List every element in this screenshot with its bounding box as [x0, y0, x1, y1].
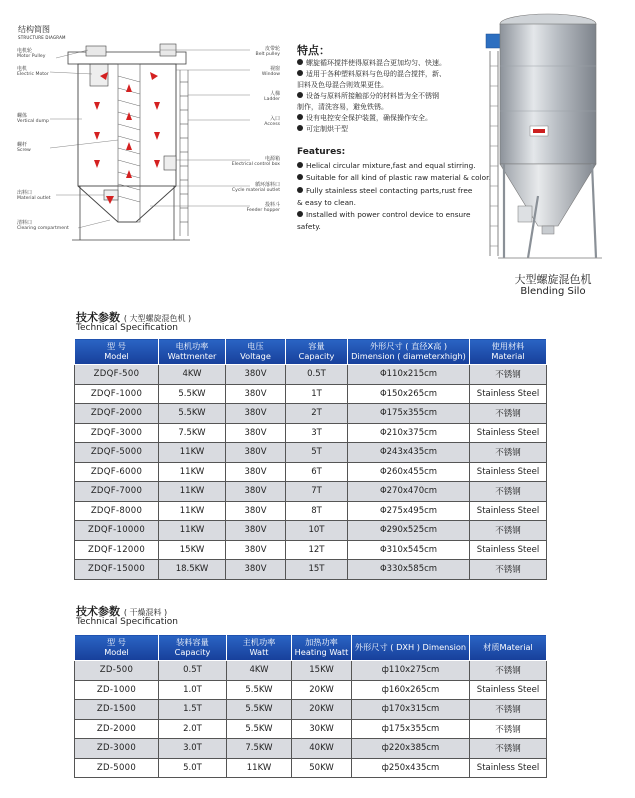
- table-cell: 5.5KW: [227, 700, 292, 720]
- table-cell: 5.5KW: [159, 404, 226, 424]
- table-cell: ZDQF-15000: [75, 560, 159, 580]
- label-screw: 螺杆 Screw: [17, 142, 31, 153]
- bullet-icon: [297, 125, 303, 131]
- table-cell: 15KW: [292, 661, 352, 681]
- table-cell: 11KW: [159, 443, 226, 463]
- table-cell: 10T: [286, 521, 348, 541]
- label-material-outlet: 出料口 Material outlet: [17, 190, 51, 201]
- bullet-icon: [297, 92, 303, 98]
- table-cell: 30KW: [292, 719, 352, 739]
- table-row: [75, 758, 547, 778]
- table-cell: ZDQF-7000: [75, 482, 159, 502]
- table-row: [75, 739, 547, 759]
- table-cell: 5T: [286, 443, 348, 463]
- table-cell: ф175x355cm: [352, 719, 470, 739]
- table-cell: Φ210x375cm: [348, 423, 470, 443]
- table-row: [75, 423, 547, 443]
- table-cell: ф250x435cm: [352, 758, 470, 778]
- table-cell: ZD-2000: [75, 719, 159, 739]
- table-cell: 380V: [226, 365, 286, 385]
- table-cell: ZD-3000: [75, 739, 159, 759]
- column-header: 使用材料 Material: [470, 339, 547, 365]
- table-cell: 不锈钢: [470, 719, 547, 739]
- features-title-en: Features:: [297, 147, 346, 157]
- table-cell: Φ175x355cm: [348, 404, 470, 424]
- feature-cn-item: 制作，清洗容易，避免铁锈。: [297, 103, 388, 111]
- table-cell: 4KW: [159, 365, 226, 385]
- photo-caption-cn: 大型螺旋混色机: [514, 273, 592, 286]
- column-header: 加热功率 Heating Watt: [292, 635, 352, 661]
- table-cell: 20KW: [292, 680, 352, 700]
- photo-caption-en: Blending Silo: [520, 286, 586, 297]
- spec-table-silo: [74, 338, 547, 580]
- table-cell: 11KW: [159, 501, 226, 521]
- table-cell: ф170x315cm: [352, 700, 470, 720]
- table-cell: Φ243x435cm: [348, 443, 470, 463]
- bullet-icon: [297, 114, 303, 120]
- feature-cn-item: 旧料及色母混合则效果更佳。: [297, 81, 388, 89]
- table-row: [75, 661, 547, 681]
- table-cell: 0.5T: [286, 365, 348, 385]
- table-cell: 2.0T: [159, 719, 227, 739]
- column-header: 电压 Voltage: [226, 339, 286, 365]
- table-cell: Stainless Steel: [470, 501, 547, 521]
- table-cell: 11KW: [159, 482, 226, 502]
- table-cell: 不锈钢: [470, 482, 547, 502]
- table-cell: 11KW: [227, 758, 292, 778]
- table-cell: 12T: [286, 540, 348, 560]
- table-cell: 20KW: [292, 700, 352, 720]
- column-header: 主机功率 Watt: [227, 635, 292, 661]
- table2-title-en: Technical Specification: [76, 617, 178, 627]
- table-row: [75, 404, 547, 424]
- feature-en-item: safety.: [297, 222, 321, 232]
- table-cell: ZD-5000: [75, 758, 159, 778]
- table-cell: Φ275x495cm: [348, 501, 470, 521]
- table-cell: ZD-1500: [75, 700, 159, 720]
- table-cell: ZDQF-12000: [75, 540, 159, 560]
- flow-arrows: [94, 72, 160, 204]
- table-row: [75, 521, 547, 541]
- table-cell: ZDQF-500: [75, 365, 159, 385]
- label-control-box: 电源箱 Electrical control box: [231, 156, 280, 167]
- column-header: 电机功率 Wattmenter: [159, 339, 226, 365]
- table-cell: ZDQF-6000: [75, 462, 159, 482]
- table-cell: ф160x265cm: [352, 680, 470, 700]
- feature-en-item: & easy to clean.: [297, 197, 356, 207]
- feature-en-item: Suitable for all kind of plastic raw material & color.: [297, 172, 512, 184]
- table-cell: 380V: [226, 443, 286, 463]
- label-motor-pulley: 电机轮 Motor Pulley: [17, 48, 46, 59]
- control-box-shape: [164, 156, 176, 170]
- table-cell: 4KW: [227, 661, 292, 681]
- table-cell: 7.5KW: [159, 423, 226, 443]
- table1-title: 技术参数 ( 大型螺旋混色机 ): [76, 311, 192, 324]
- diagram-title-en: STRUCTURE DIAGRAM: [18, 35, 66, 40]
- features-list-cn: [297, 58, 472, 135]
- table-cell: Φ260x455cm: [348, 462, 470, 482]
- table-cell: 5.5KW: [159, 384, 226, 404]
- table-row: [75, 540, 547, 560]
- features-title-cn: 特点：: [297, 44, 330, 57]
- table-cell: 1T: [286, 384, 348, 404]
- table-cell: Stainless Steel: [470, 423, 547, 443]
- table-cell: ZDQF-10000: [75, 521, 159, 541]
- label-window: 视窗 Window: [261, 66, 280, 77]
- table-cell: Φ290x525cm: [348, 521, 470, 541]
- table-header-row: [75, 339, 547, 365]
- label-belt-pulley: 皮带轮 Belt pulley: [255, 46, 280, 57]
- table-cell: 8T: [286, 501, 348, 521]
- table-cell: Stainless Steel: [470, 758, 547, 778]
- column-header: 型 号 Model: [75, 339, 159, 365]
- table-cell: ZDQF-8000: [75, 501, 159, 521]
- feature-cn-item: 螺旋循环搅拌使得原料混合更加均匀、快速。: [297, 58, 472, 69]
- table-cell: 380V: [226, 384, 286, 404]
- table-cell: 不锈钢: [470, 560, 547, 580]
- bullet-icon: [297, 162, 303, 168]
- table-cell: 380V: [226, 501, 286, 521]
- feature-en-item: Helical circular mixture,fast and equal stirring.: [297, 160, 512, 172]
- table1-title-en: Technical Specification: [76, 323, 178, 333]
- table-cell: ZDQF-1000: [75, 384, 159, 404]
- column-header: 材质Material: [470, 635, 547, 661]
- bullet-icon: [297, 174, 303, 180]
- table-cell: ZDQF-3000: [75, 423, 159, 443]
- table-cell: ZDQF-5000: [75, 443, 159, 463]
- table-header-row: [75, 635, 547, 661]
- table-cell: ZDQF-2000: [75, 404, 159, 424]
- table-cell: Stainless Steel: [470, 462, 547, 482]
- table-row: [75, 680, 547, 700]
- bullet-icon: [297, 59, 303, 65]
- motor-pulley-shape: [86, 46, 106, 56]
- table-row: [75, 560, 547, 580]
- blending-silo-photo: [478, 6, 618, 266]
- table-cell: ZD-1000: [75, 680, 159, 700]
- table-cell: 15KW: [159, 540, 226, 560]
- table-cell: 7.5KW: [227, 739, 292, 759]
- table-cell: Φ270x470cm: [348, 482, 470, 502]
- table-row: [75, 700, 547, 720]
- table-row: [75, 384, 547, 404]
- label-vertical-dump: 螺体 Vertical dump: [17, 113, 49, 124]
- silo-cone: [78, 186, 176, 222]
- column-header: 外形尺寸 ( 直径X高 ) Dimension ( diameterxhigh): [348, 339, 470, 365]
- table-cell: 不锈钢: [470, 700, 547, 720]
- table-cell: 380V: [226, 482, 286, 502]
- bullet-icon: [297, 187, 303, 193]
- table-cell: 不锈钢: [470, 365, 547, 385]
- table-cell: 6T: [286, 462, 348, 482]
- table-cell: 2T: [286, 404, 348, 424]
- diagram-title: 结构简图: [18, 25, 50, 34]
- table-cell: 380V: [226, 560, 286, 580]
- table2-title: 技术参数 ( 干燥混料 ): [76, 605, 168, 618]
- table-cell: Stainless Steel: [470, 384, 547, 404]
- table-cell: Stainless Steel: [470, 540, 547, 560]
- table-row: [75, 365, 547, 385]
- feature-cn-item: 设备与原料所接触部分的材料皆为全不锈钢: [297, 91, 472, 102]
- table-cell: Φ330x585cm: [348, 560, 470, 580]
- control-box-shape: [518, 206, 532, 222]
- bullet-icon: [297, 211, 303, 217]
- table-cell: Stainless Steel: [470, 680, 547, 700]
- label-cycle-outlet: 循环落料口 Cycle material outlet: [231, 182, 280, 193]
- table-cell: 50KW: [292, 758, 352, 778]
- table-cell: 380V: [226, 423, 286, 443]
- table-cell: Φ310x545cm: [348, 540, 470, 560]
- table-cell: 7T: [286, 482, 348, 502]
- table-cell: 3.0T: [159, 739, 227, 759]
- table-cell: ZD-500: [75, 661, 159, 681]
- feature-en-item: Installed with power control device to ensure: [297, 209, 512, 221]
- feature-cn-item: 可定制烘干型: [297, 124, 472, 135]
- table-cell: 1.0T: [159, 680, 227, 700]
- feature-cn-item: 设有电控安全保护装置，确保操作安全。: [297, 113, 472, 124]
- label-access: 入口 Access: [264, 116, 280, 127]
- bullet-icon: [297, 70, 303, 76]
- table-row: [75, 719, 547, 739]
- column-header: 型 号 Model: [75, 635, 159, 661]
- table-cell: 18.5KW: [159, 560, 226, 580]
- table-cell: 不锈钢: [470, 661, 547, 681]
- screw-flights: [118, 76, 140, 202]
- table-cell: ф110x275cm: [352, 661, 470, 681]
- table-cell: 40KW: [292, 739, 352, 759]
- table-row: [75, 443, 547, 463]
- spec-table-dryer: [74, 634, 547, 778]
- table-cell: 不锈钢: [470, 404, 547, 424]
- table-cell: Φ110x215cm: [348, 365, 470, 385]
- table-cell: 380V: [226, 540, 286, 560]
- table-cell: 0.5T: [159, 661, 227, 681]
- table-cell: 380V: [226, 404, 286, 424]
- table-cell: ф220x385cm: [352, 739, 470, 759]
- table-cell: Φ150x265cm: [348, 384, 470, 404]
- table-row: [75, 462, 547, 482]
- label-electric-motor: 电机 Electric Motor: [17, 66, 49, 77]
- table-row: [75, 482, 547, 502]
- ladder-shape: [180, 70, 188, 236]
- feature-en-item: Fully stainless steel contacting parts,rust free: [297, 185, 512, 197]
- table-cell: 不锈钢: [470, 521, 547, 541]
- table-cell: 不锈钢: [470, 443, 547, 463]
- column-header: 外形尺寸 ( DXH ) Dimension: [352, 635, 470, 661]
- table-cell: 380V: [226, 521, 286, 541]
- table-row: [75, 501, 547, 521]
- table-cell: 15T: [286, 560, 348, 580]
- label-ladder: 人梯 Ladder: [264, 91, 280, 102]
- table-cell: 3T: [286, 423, 348, 443]
- table-cell: 5.5KW: [227, 719, 292, 739]
- table-cell: 380V: [226, 462, 286, 482]
- column-header: 装料容量 Capacity: [159, 635, 227, 661]
- column-header: 容量 Capacity: [286, 339, 348, 365]
- label-feeder-hopper: 投料斗 Feeder hopper: [246, 202, 280, 213]
- table-cell: 1.5T: [159, 700, 227, 720]
- table-cell: 5.5KW: [227, 680, 292, 700]
- table-cell: 5.0T: [159, 758, 227, 778]
- feature-cn-item: 适用于各种塑料原料与色母的混合搅拌，新、: [297, 69, 472, 80]
- table-cell: 11KW: [159, 521, 226, 541]
- label-clearing-compartment: 清料口 Clearing compartment: [17, 220, 69, 231]
- table-cell: 不锈钢: [470, 739, 547, 759]
- table-cell: 11KW: [159, 462, 226, 482]
